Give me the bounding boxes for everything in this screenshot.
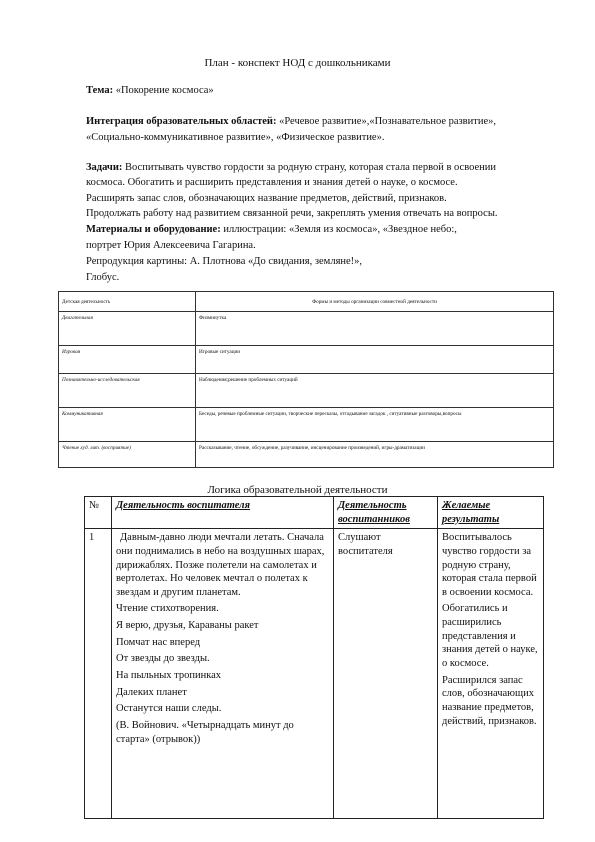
activities-table: [58, 291, 554, 468]
poem-line: Я верю, друзья, Караваны ракет: [116, 620, 259, 632]
tasks-text-1: Воспитывать чувство гордости за родную страну, которая стала первой в освоении: [125, 162, 497, 173]
tasks-label: Задачи:: [86, 162, 123, 173]
teacher-paragraph: Давным-давно люди мечтали летать. Сначала они поднимались в небо на воздушных шарах, дирижаблях. Позже полетели на самолетах и вертолетах. Но человек мечтал о полетах к звездам и другим планетам.: [116, 532, 325, 598]
materials-line-2: портрет Юрия Алексеевича Гагарина.: [86, 240, 256, 251]
activities-forms: Наблюдения;решение проблемных ситуаций: [196, 374, 554, 408]
logic-title: Логика образовательной деятельности: [207, 484, 388, 496]
document-title: План - конспект НОД с дошкольниками: [204, 57, 391, 69]
activities-kind: Чтение худ. лит. (восприятие): [59, 442, 196, 468]
logic-header-results-text: Желаемые результаты: [442, 500, 500, 525]
activities-header-forms: Формы и методы организации совместной деятельности: [196, 292, 554, 312]
activities-kind: Коммуникативная: [59, 408, 196, 442]
result-item: Расширился запас слов, обозначающих название предметов, действий, признаков.: [442, 674, 537, 727]
tasks-line-2: космоса. Обогатить и расширить представления и знания детей о науке, о космосе.: [86, 177, 458, 188]
activities-forms: Игровые ситуации: [196, 346, 554, 374]
materials-line-3: Репродукция картины: А. Плотнова «До свидания, земляне!»,: [86, 256, 363, 267]
materials-text-1: иллюстрации: «Земля из космоса», «Звездное небо:,: [223, 224, 457, 235]
materials-line-1: [86, 224, 457, 235]
poem-line: Помчат нас вперед: [116, 636, 201, 648]
poem-source: (В. Войнович. «Четырнадцать минут до старта» (отрывок)): [116, 719, 294, 745]
poem-line: Останутся наши следы.: [116, 703, 222, 715]
materials-line-4: Глобус.: [86, 272, 120, 283]
poem-line: Далеких планет: [116, 686, 187, 698]
topic-value: «Покорение космоса»: [115, 85, 214, 96]
logic-teacher-cell: [112, 529, 334, 819]
tasks-line-1: [86, 162, 496, 173]
logic-header-num: [85, 497, 112, 529]
activities-row: [59, 374, 554, 408]
activities-row: [59, 312, 554, 346]
activities-header-kind: Детская деятельность: [59, 292, 196, 312]
activities-kind: Игровая: [59, 346, 196, 374]
logic-header-row: [85, 497, 544, 529]
activities-forms: Физминутка: [196, 312, 554, 346]
activities-header-row: [59, 292, 554, 312]
activities-forms: Рассказывание, чтение, обсуждение, разучивание, инсценирование произведений, игры-драматизации: [196, 442, 554, 468]
integration-text-1: «Речевое развитие»,«Познавательное развитие»,: [279, 116, 496, 127]
activities-kind: Познавательно-исследовательская: [59, 374, 196, 408]
teacher-paragraph: Чтение стихотворения.: [116, 603, 219, 615]
logic-header-results: [438, 497, 544, 529]
integration-line-2: «Социально-коммуникативное развитие», «Физическое развитие».: [86, 132, 385, 143]
result-item: Воспитывалось чувство гордости за родную страну, которая стала первой в освоении космоса.: [442, 532, 537, 598]
topic-label: Тема:: [86, 85, 114, 96]
logic-header-teacher: [112, 497, 334, 529]
result-item: Обогатились и расширились представления и знания детей о науке, о космосе.: [442, 603, 538, 670]
topic-line: [86, 85, 214, 96]
poem-line: От звезды до звезды.: [116, 653, 210, 665]
integration-line-1: [86, 116, 496, 127]
activities-row: [59, 346, 554, 374]
materials-label: Материалы и оборудование:: [86, 224, 221, 235]
activities-row: [59, 442, 554, 468]
logic-num: 1: [85, 529, 112, 819]
logic-table: [84, 496, 544, 819]
tasks-line-3: Расширять запас слов, обозначающих название предметов, действий, признаков.: [86, 193, 447, 204]
logic-header-children: [334, 497, 438, 529]
logic-header-teacher-text: Деятельность воспитателя: [116, 500, 250, 511]
activities-row: [59, 408, 554, 442]
logic-header-num-text: №: [89, 500, 100, 511]
poem-line: На пыльных тропинках: [116, 670, 222, 682]
tasks-line-4: Продолжать работу над развитием связанной речи, закреплять умения отвечать на вопросы.: [86, 208, 498, 219]
logic-header-children-text: Деятельность воспитанников: [338, 500, 410, 525]
logic-results-cell: [438, 529, 544, 819]
activities-forms: Беседы, речевые проблемные ситуации, творческие пересказы, отгадывание загадок , ситуативные разговоры,вопросы: [196, 408, 554, 442]
logic-row: [85, 529, 544, 819]
activities-kind: Двигательная: [59, 312, 196, 346]
integration-label: Интеграция образовательных областей:: [86, 116, 277, 127]
logic-children-cell: Слушают воспитателя: [334, 529, 438, 819]
